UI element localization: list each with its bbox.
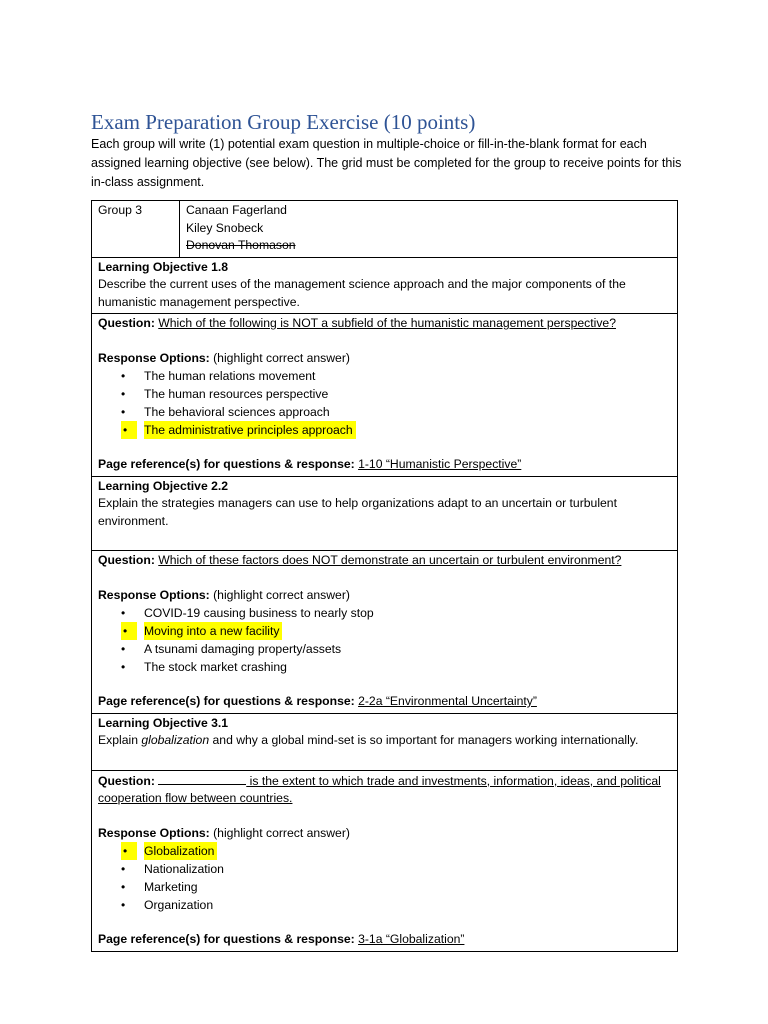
group-members-cell bbox=[180, 201, 678, 258]
page-reference-line bbox=[98, 693, 671, 711]
objective-row bbox=[92, 257, 678, 314]
bullet-icon: • bbox=[121, 642, 126, 656]
option-text: The behavioral sciences approach bbox=[144, 405, 330, 419]
page-reference-line bbox=[98, 456, 671, 474]
question-row bbox=[92, 551, 678, 714]
option-list bbox=[98, 604, 671, 676]
question-cell bbox=[92, 314, 678, 477]
question-text: is the extent to which trade and investments, information, ideas, and political cooperation flow between countries. bbox=[98, 773, 661, 805]
response-options-line bbox=[98, 587, 671, 605]
option-text: Marketing bbox=[144, 880, 198, 894]
question-text: Which of these factors does NOT demonstrate an uncertain or turbulent environment? bbox=[158, 553, 622, 567]
question-text: Which of the following is NOT a subfield of the humanistic management perspective? bbox=[158, 316, 616, 330]
description-text: Explain bbox=[98, 733, 142, 747]
group-member: Kiley Snobeck bbox=[186, 220, 264, 235]
option-item-correct bbox=[118, 622, 671, 640]
objective-heading: Learning Objective 3.1 bbox=[98, 715, 229, 730]
highlight-note: (highlight correct answer) bbox=[213, 350, 350, 365]
instructions-paragraph: Each group will write (1) potential exam question in multiple-choice or fill-in-the-blank format for each assigned learning objective (see below). The grid must be completed for the group to receive points for this in-class assignment. bbox=[91, 137, 682, 189]
page-reference-label: Page reference(s) for questions & response: bbox=[98, 694, 355, 708]
group-label-cell bbox=[92, 201, 180, 258]
page-reference-value: 1-10 “Humanistic Perspective” bbox=[358, 457, 522, 471]
option-item-correct bbox=[118, 421, 671, 439]
bullet-icon: • bbox=[121, 405, 126, 419]
option-text-highlighted: Globalization bbox=[144, 842, 217, 860]
bullet-icon: • bbox=[121, 622, 137, 640]
highlight-note: (highlight correct answer) bbox=[213, 587, 350, 602]
exercise-grid bbox=[91, 200, 678, 952]
page-reference-value: 3-1a “Globalization” bbox=[358, 932, 465, 946]
option-text: COVID-19 causing business to nearly stop bbox=[144, 606, 374, 620]
objective-description: Explain the strategies managers can use to help organizations adapt to an uncertain or turbulent environment. bbox=[98, 496, 617, 528]
bullet-icon: • bbox=[121, 880, 126, 894]
page-reference-label: Page reference(s) for questions & response: bbox=[98, 932, 355, 946]
bullet-icon: • bbox=[121, 862, 126, 876]
option-item bbox=[118, 860, 671, 878]
option-item bbox=[118, 640, 671, 658]
objective-description bbox=[98, 732, 671, 750]
group-member-struck: Donovan Thomason bbox=[186, 238, 296, 252]
objective-row bbox=[92, 713, 678, 770]
option-text: A tsunami damaging property/assets bbox=[144, 642, 342, 656]
option-item bbox=[118, 604, 671, 622]
question-label: Question: bbox=[98, 316, 155, 330]
page-reference-label: Page reference(s) for questions & response: bbox=[98, 457, 355, 471]
response-options-label: Response Options: bbox=[98, 825, 210, 840]
response-options-label: Response Options: bbox=[98, 587, 210, 602]
objective-description: Describe the current uses of the management science approach and the major components of the humanistic management perspective. bbox=[98, 277, 626, 309]
question-row bbox=[92, 314, 678, 477]
page-reference-value: 2-2a “Environmental Uncertainty” bbox=[358, 694, 537, 708]
objective-heading: Learning Objective 1.8 bbox=[98, 259, 229, 274]
question-label: Question: bbox=[98, 773, 155, 788]
description-emphasis: globalization bbox=[141, 733, 210, 747]
question-line bbox=[98, 552, 671, 570]
highlight-note: (highlight correct answer) bbox=[213, 825, 350, 840]
option-text: Organization bbox=[144, 898, 214, 912]
response-options-line bbox=[98, 350, 671, 368]
group-label: Group 3 bbox=[98, 203, 143, 217]
document-title: Exam Preparation Group Exercise (10 points) bbox=[91, 110, 476, 134]
option-text-highlighted: The administrative principles approach bbox=[144, 421, 356, 439]
bullet-icon: • bbox=[121, 660, 126, 674]
bullet-icon: • bbox=[121, 387, 126, 401]
option-item bbox=[118, 403, 671, 421]
option-list bbox=[98, 842, 671, 914]
objective-heading: Learning Objective 2.2 bbox=[98, 478, 229, 493]
question-cell bbox=[92, 770, 678, 951]
option-text-highlighted: Moving into a new facility bbox=[144, 622, 282, 640]
objective-cell bbox=[92, 476, 678, 551]
bullet-icon: • bbox=[121, 421, 137, 439]
bullet-icon: • bbox=[121, 898, 126, 912]
question-line bbox=[98, 315, 671, 333]
option-text: The human relations movement bbox=[144, 369, 316, 383]
group-member: Canaan Fagerland bbox=[186, 203, 287, 217]
objective-cell bbox=[92, 713, 678, 770]
option-text: The stock market crashing bbox=[144, 660, 287, 674]
question-label: Question: bbox=[98, 553, 155, 567]
option-item-correct bbox=[118, 842, 671, 860]
option-text: The human resources perspective bbox=[144, 387, 329, 401]
objective-row bbox=[92, 476, 678, 551]
option-item bbox=[118, 878, 671, 896]
bullet-icon: • bbox=[121, 369, 126, 383]
question-line bbox=[98, 772, 671, 808]
question-cell bbox=[92, 551, 678, 714]
objective-cell bbox=[92, 257, 678, 314]
response-options-line bbox=[98, 825, 671, 843]
option-item bbox=[118, 385, 671, 403]
group-row bbox=[92, 201, 678, 258]
bullet-icon: • bbox=[121, 842, 137, 860]
question-row bbox=[92, 770, 678, 951]
bullet-icon: • bbox=[121, 606, 126, 620]
option-text: Nationalization bbox=[144, 862, 224, 876]
response-options-label: Response Options: bbox=[98, 350, 210, 365]
option-item bbox=[118, 658, 671, 676]
page-reference-line bbox=[98, 931, 671, 949]
option-item bbox=[118, 367, 671, 385]
option-item bbox=[118, 896, 671, 914]
fill-in-blank bbox=[158, 772, 246, 785]
description-text: and why a global mind-set is so important for managers working internationally. bbox=[209, 733, 639, 747]
option-list bbox=[98, 367, 671, 439]
